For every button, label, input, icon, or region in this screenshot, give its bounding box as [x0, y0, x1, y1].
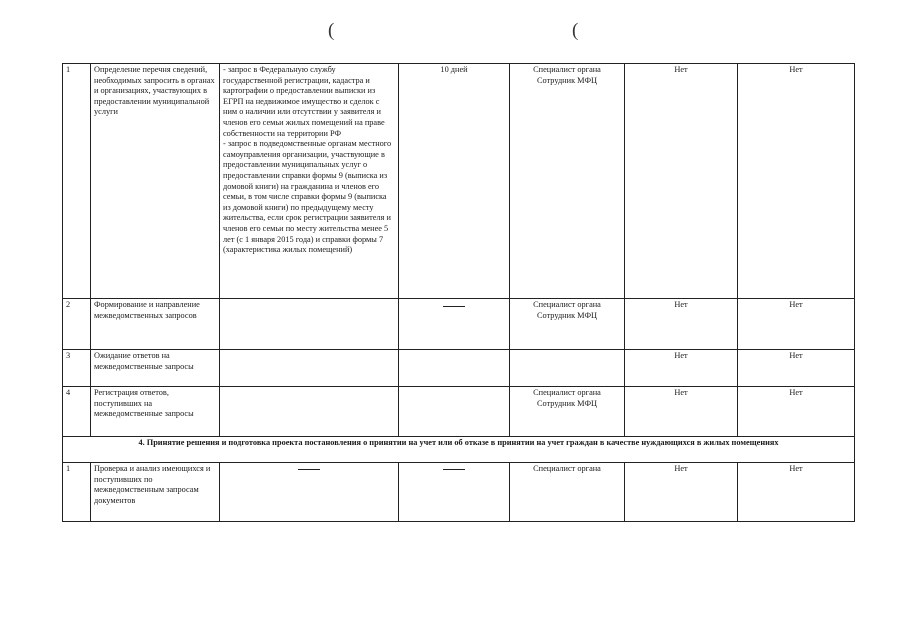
- action-details: - запрос в Федеральную службу государственной регистрации, кадастра и картографии о предоставлении выписки из ЕГРП на недвижимое имущество и сделок с ним о наличии или отсутствии у заявителя и членов его семьи жилых помещений на праве собственности на территории РФ - запрос в подведомственные органам местного самоуправления организации, участвующие в предоставлении муниципальных услуг о предоставлении справки формы 9 (выписка из домовой книги) на гражданина и членов его семьи, в том числе справки формы 9 (выписка из домовой книги) по предыдущему месту жительства, если срок регистрации заявителя и членов его семьи по месту жительства менее 5 лет (с 1 января 2015 года) и справки формы 7 (характеристика жилых помещений): [220, 64, 399, 299]
- col7-value: Нет: [738, 64, 855, 299]
- action-name: Проверка и анализ имеющихся и поступивших по межведомственным запросам документов: [91, 463, 220, 522]
- section-title: 4. Принятие решения и подготовка проекта постановления о принятии на учет или об отказе в принятии на учет граждан в качестве нуждающихся в жилых помещениях: [63, 437, 855, 463]
- col6-value: Нет: [625, 299, 738, 350]
- table-row: [63, 64, 855, 299]
- section-header-row: [63, 437, 855, 463]
- action-executor: Специалист органа Сотрудник МФЦ: [510, 387, 625, 437]
- action-name: Ожидание ответов на межведомственные запросы: [91, 350, 220, 387]
- table-row: [63, 299, 855, 350]
- action-term: [399, 299, 510, 350]
- action-details: [220, 387, 399, 437]
- action-name: Формирование и направление межведомственных запросов: [91, 299, 220, 350]
- procedure-table: [62, 63, 855, 522]
- dash-mark: [443, 306, 465, 307]
- action-term: [399, 350, 510, 387]
- row-number: 4: [63, 387, 91, 437]
- action-executor: Специалист органа Сотрудник МФЦ: [510, 299, 625, 350]
- row-number: 2: [63, 299, 91, 350]
- table-row: [63, 463, 855, 522]
- table-row: [63, 350, 855, 387]
- action-name: Регистрация ответов, поступивших на межведомственные запросы: [91, 387, 220, 437]
- action-details: [220, 299, 399, 350]
- action-name: Определение перечня сведений, необходимых запросить в органах и организациях, участвующих в предоставлении муниципальной услуги: [91, 64, 220, 299]
- col6-value: Нет: [625, 387, 738, 437]
- action-details: [220, 350, 399, 387]
- header-paren-left: (: [328, 20, 335, 41]
- action-term: 10 дней: [399, 64, 510, 299]
- col6-value: Нет: [625, 64, 738, 299]
- col7-value: Нет: [738, 463, 855, 522]
- col7-value: Нет: [738, 299, 855, 350]
- row-number: 1: [63, 64, 91, 299]
- col7-value: Нет: [738, 387, 855, 437]
- action-details: [220, 463, 399, 522]
- row-number: 3: [63, 350, 91, 387]
- action-executor: [510, 350, 625, 387]
- row-number: 1: [63, 463, 91, 522]
- header-paren-right: (: [572, 20, 579, 41]
- action-executor: Специалист органа: [510, 463, 625, 522]
- col6-value: Нет: [625, 350, 738, 387]
- action-term: [399, 387, 510, 437]
- dash-mark: [443, 469, 465, 470]
- table-row: [63, 387, 855, 437]
- action-term: [399, 463, 510, 522]
- dash-mark: [298, 469, 320, 470]
- action-executor: Специалист органа Сотрудник МФЦ: [510, 64, 625, 299]
- col7-value: Нет: [738, 350, 855, 387]
- col6-value: Нет: [625, 463, 738, 522]
